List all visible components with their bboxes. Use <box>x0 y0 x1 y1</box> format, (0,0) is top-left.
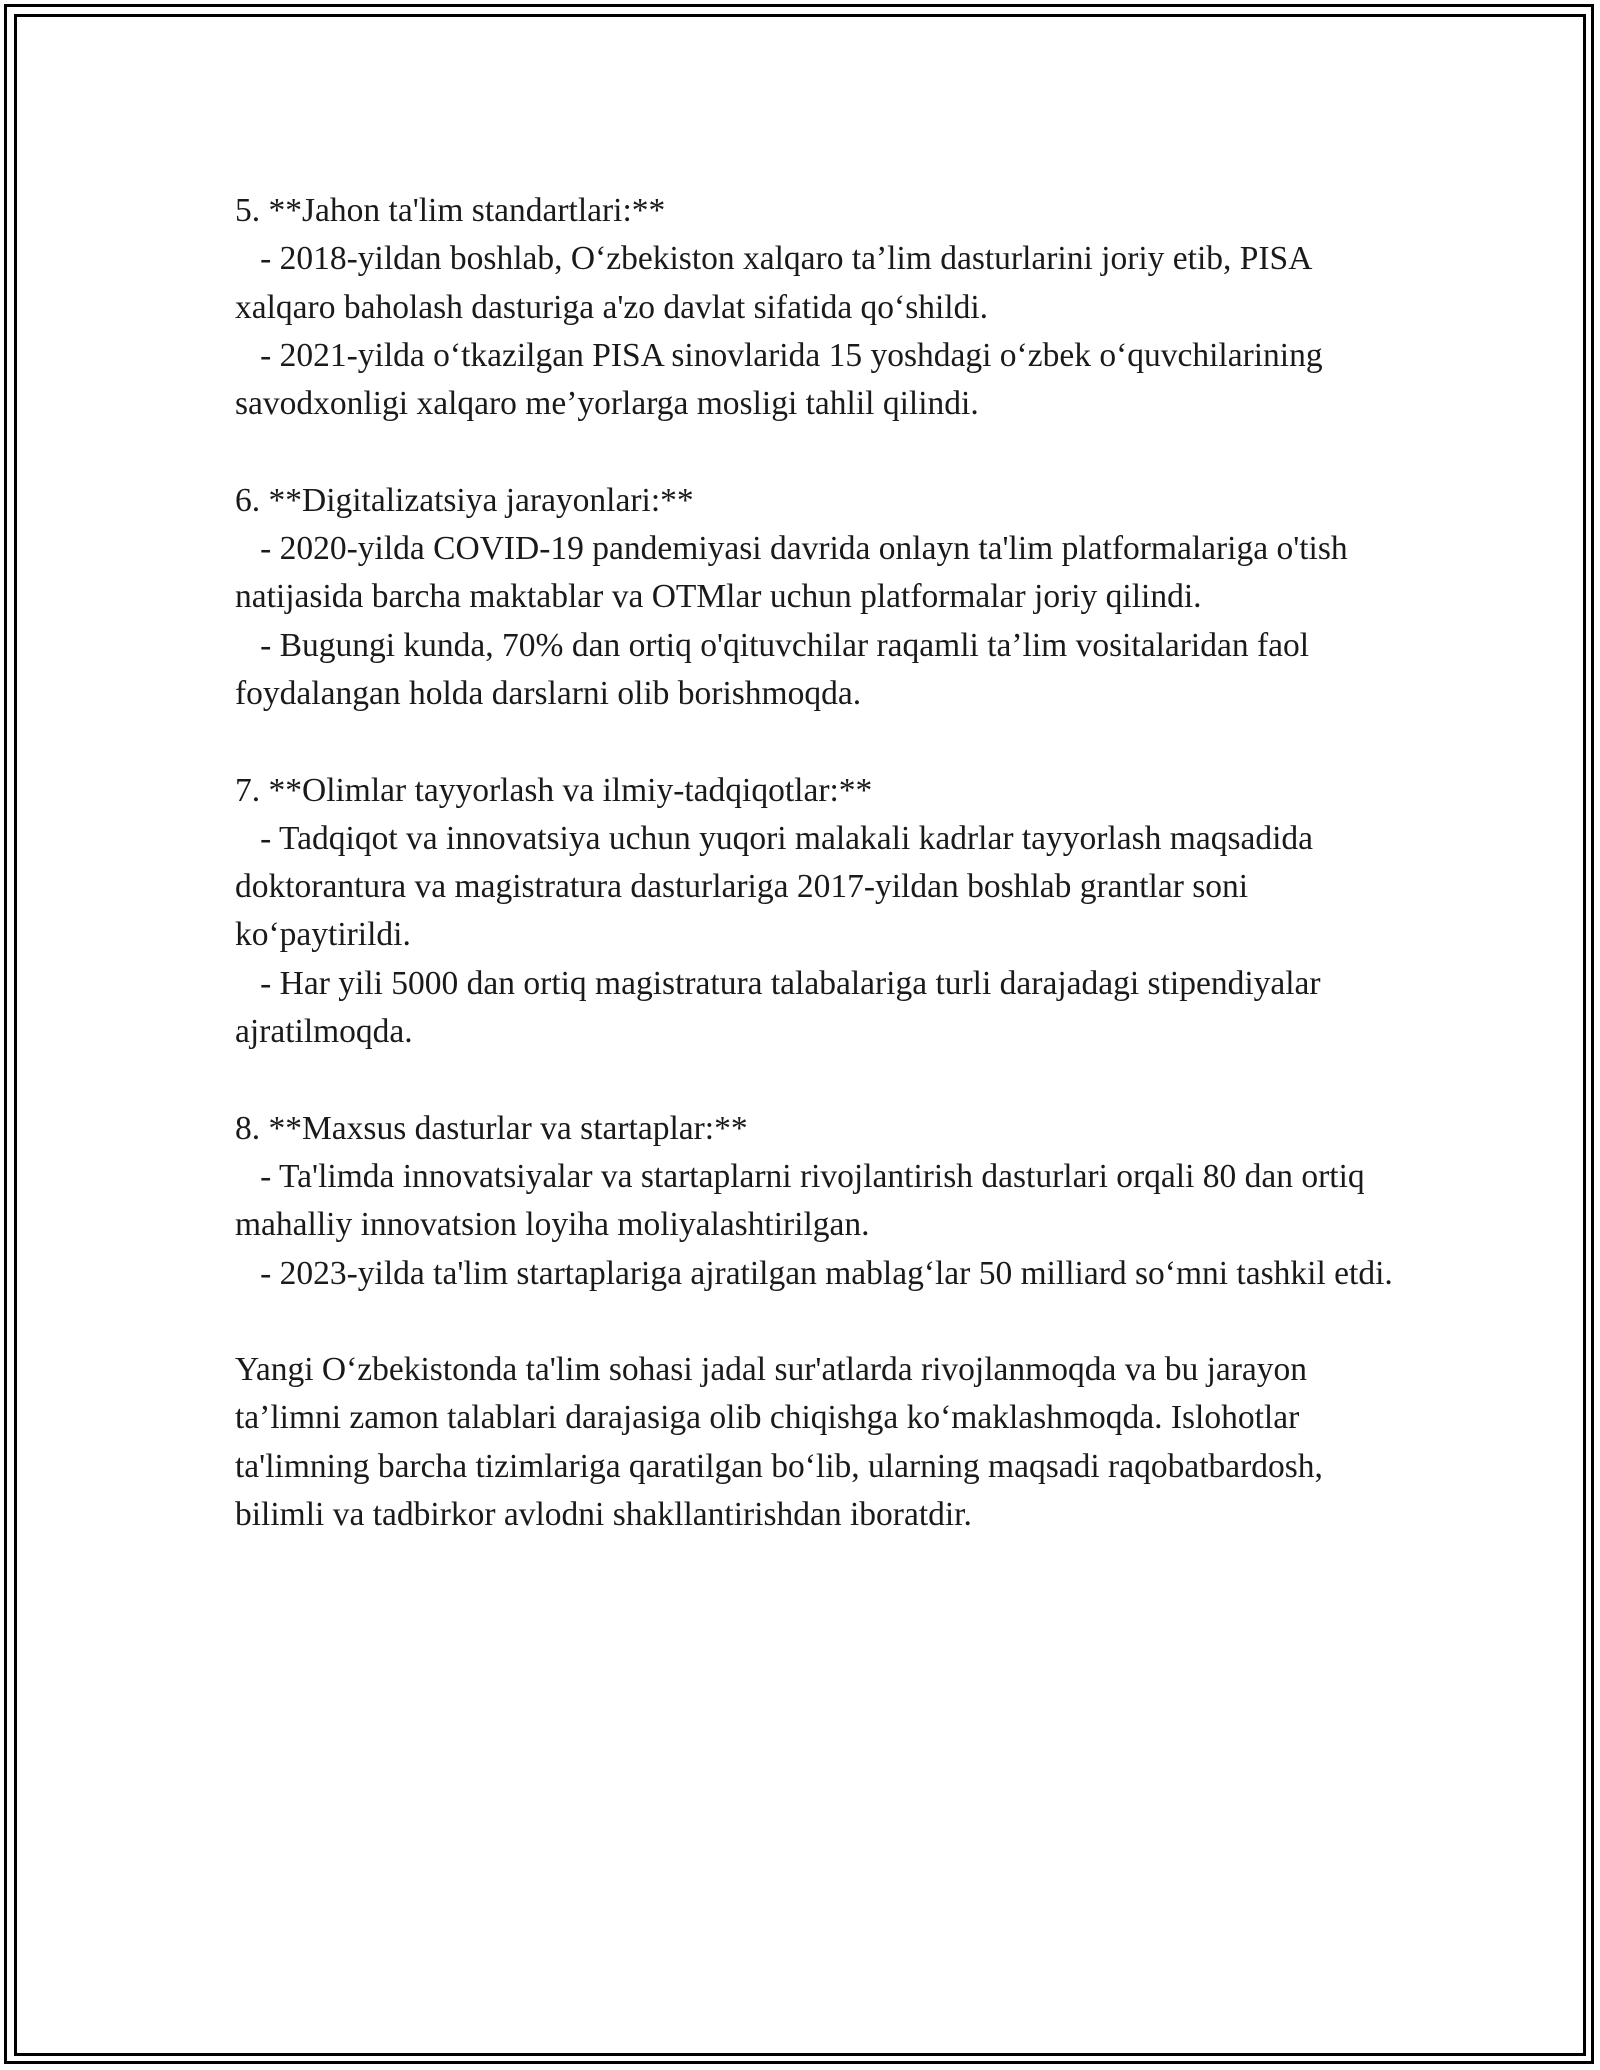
section-heading: 6. **Digitalizatsiya jarayonlari:** <box>235 481 694 519</box>
bullet-item: - Bugungi kunda, 70% dan ortiq o'qituvchilar raqamli ta’lim vositalaridan faol foydalangan holda darslarni olib borishmoqda. <box>235 626 1318 712</box>
section-5 <box>235 187 1415 428</box>
bullet-item: - Har yili 5000 dan ortiq magistratura talabalariga turli darajadagi stipendiyalar ajratilmoqda. <box>235 964 1329 1051</box>
section-gap <box>235 428 1415 476</box>
document-body <box>235 187 1415 1539</box>
bullet-item: - 2021-yilda o‘tkazilgan PISA sinovlarida 15 yoshdagi o‘zbek o‘quvchilarining savodxonligi xalqaro me’yorlarga mosligi tahlil qilindi. <box>235 336 1331 423</box>
bullet-item: - Ta'limda innovatsiyalar va startaplarni rivojlantirish dasturlari orqali 80 dan ortiq mahalliy innovatsion loyiha moliyalashtirilgan. <box>235 1157 1374 1244</box>
section-8 <box>235 1105 1415 1298</box>
section-6 <box>235 477 1415 718</box>
section-heading: 5. **Jahon ta'lim standartlari:** <box>235 192 666 229</box>
bullet-item: - 2023-yilda ta'lim startaplariga ajratilgan mablag‘lar 50 milliard so‘mni tashkil etdi. <box>235 1254 1393 1292</box>
bullet-item: - Tadqiqot va innovatsiya uchun yuqori malakali kadrlar tayyorlash maqsadida doktorantura va magistratura dasturlariga 2017-yildan boshlab grantlar soni ko‘paytirildi. <box>235 819 1322 954</box>
bullet-item: - 2020-yilda COVID-19 pandemiyasi davrida onlayn ta'lim platformalariga o'tish natijasida barcha maktablar va OTMlar uchun platformalar joriy qilindi. <box>235 530 1357 616</box>
section-heading: 7. **Olimlar tayyorlash va ilmiy-tadqiqotlar:** <box>235 771 873 809</box>
conclusion-paragraph: Yangi O‘zbekistonda ta'lim sohasi jadal sur'atlarda rivojlanmoqda va bu jarayon ta’limni zamon talablari darajasiga olib chiqishga ko‘maklashmoqda. Islohotlar ta'limning barcha tizimlariga qaratilgan bo‘lib, ularning maqsadi raqobatbardosh, bilimli va tadbirkor avlodni shakllantirishdan iboratdir. <box>235 1351 1323 1534</box>
section-gap <box>235 1298 1415 1346</box>
section-gap <box>235 1056 1415 1104</box>
bullet-item: - 2018-yildan boshlab, O‘zbekiston xalqaro ta’lim dasturlarini joriy etib, PISA xalqaro baholash dasturiga a'zo davlat sifatida qo‘shildi. <box>235 240 1319 326</box>
section-gap <box>235 718 1415 766</box>
section-7 <box>235 767 1415 1057</box>
section-heading: 8. **Maxsus dasturlar va startaplar:** <box>235 1109 748 1147</box>
